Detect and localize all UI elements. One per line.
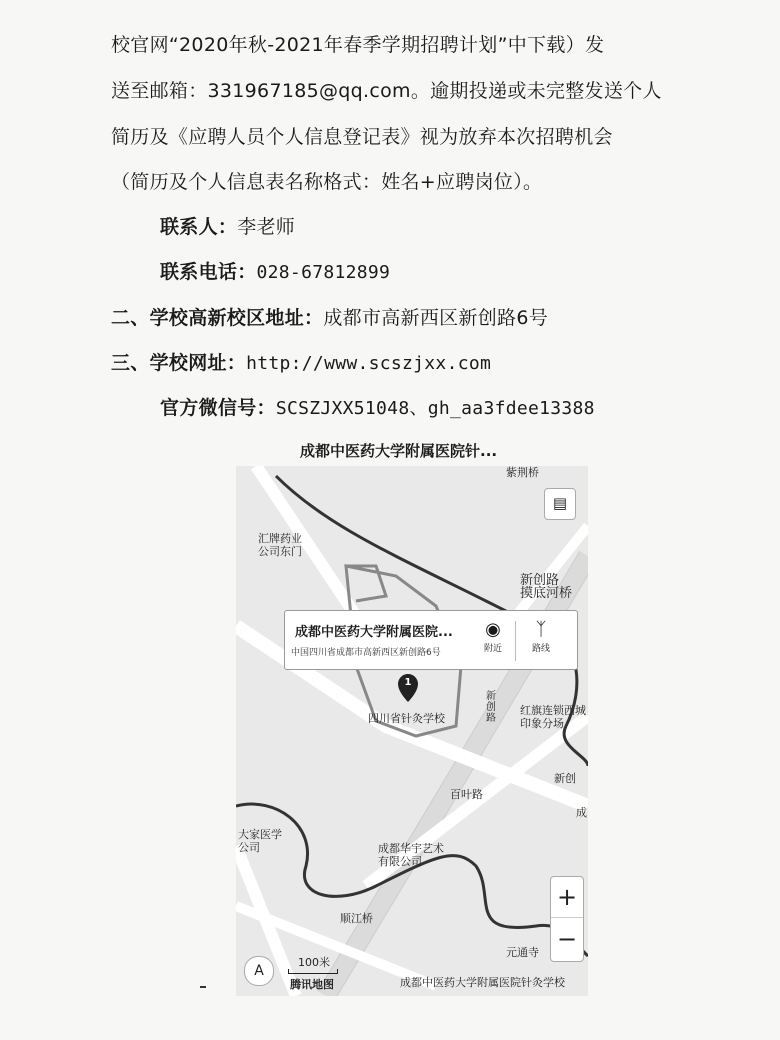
wechat-line: [160, 393, 595, 420]
popup-address: 中国四川省成都市高新西区新创路6号: [291, 648, 441, 658]
label-dajia: 大家医学 公司: [238, 828, 282, 854]
label-baiye: 百叶路: [450, 788, 483, 801]
label-huayu: 成都华宇艺术 有限公司: [378, 842, 444, 868]
contact-phone: [160, 257, 390, 284]
address-line: [111, 303, 548, 330]
scale-label: 100米: [298, 956, 330, 969]
map-view[interactable]: [236, 466, 588, 996]
label-xinchuang2: 新创: [554, 772, 576, 785]
popup-divider: [515, 621, 516, 661]
wechat-label: 官方微信号：: [160, 397, 276, 419]
website-value[interactable]: http://www.scszjxx.com: [246, 353, 492, 374]
map-marker[interactable]: [398, 674, 418, 702]
address-label: 二、学校高新校区地址：: [111, 307, 324, 329]
contact-phone-value: 028-67812899: [256, 262, 391, 283]
route-button[interactable]: [521, 619, 561, 663]
compass-button[interactable]: A: [244, 956, 274, 986]
label-school: 四川省针灸学校: [368, 712, 445, 725]
label-yuantong: 元通寺: [506, 946, 539, 959]
route-label: 路线: [531, 644, 550, 654]
body-line-2: 送至邮箱：331967185@qq.com。逾期投递或未完整发送个人: [111, 80, 662, 102]
nearby-label: 附近: [483, 644, 502, 654]
contact-person-value: 李老师: [237, 216, 296, 238]
zoom-in-button[interactable]: +: [551, 877, 583, 918]
map-footer-place: 成都中医药大学附属医院针灸学校: [400, 976, 565, 989]
body-line-4: （简历及个人信息表名称格式：姓名+应聘岗位）。: [111, 171, 543, 193]
address-value: 成都市高新西区新创路6号: [323, 307, 549, 329]
label-shunjiang: 顺江桥: [340, 912, 373, 925]
zoom-control: [550, 876, 584, 962]
website-line: [111, 348, 491, 375]
map-title: 成都中医药大学附属医院针...: [300, 442, 498, 460]
contact-person: [160, 212, 295, 239]
scale-line: [288, 969, 338, 974]
layers-button[interactable]: ▤: [544, 488, 576, 520]
website-label: 三、学校网址：: [111, 352, 247, 374]
page-dash: [200, 986, 206, 988]
label-xinchuang: 新创路 摸底河桥: [520, 573, 573, 601]
label-cheng: 成: [576, 806, 587, 819]
marker-number: 1: [404, 677, 412, 688]
label-pharma: 汇牌药业 公司东门: [258, 532, 302, 558]
contact-phone-label: 联系电话：: [160, 261, 257, 283]
label-road-xin: 新 创 路: [486, 691, 496, 724]
zoom-out-button[interactable]: −: [556, 925, 578, 953]
popup-title: 成都中医药大学附属医院...: [295, 625, 453, 640]
label-top-cut: 紫荆桥: [506, 466, 539, 479]
river-lower: [236, 804, 588, 956]
wechat-value: SCSZJXX51048、gh_aa3fdee13388: [275, 398, 595, 419]
contact-person-label: 联系人：: [160, 216, 238, 238]
label-hongqi: 红旗连锁西城 印象分场: [520, 704, 586, 730]
nearby-button[interactable]: [473, 619, 513, 663]
popup-card[interactable]: [284, 610, 578, 670]
route-fork-icon: ᛉ: [535, 619, 547, 640]
body-line-1: 校官网“2020年秋-2021年春季学期招聘计划”中下载）发: [111, 34, 605, 56]
location-pin-icon: ◉: [485, 619, 501, 640]
map-brand: 腾讯地图: [290, 978, 334, 991]
scale-bar: [288, 956, 338, 974]
body-line-3: 简历及《应聘人员个人信息登记表》视为放弃本次招聘机会: [111, 126, 613, 148]
